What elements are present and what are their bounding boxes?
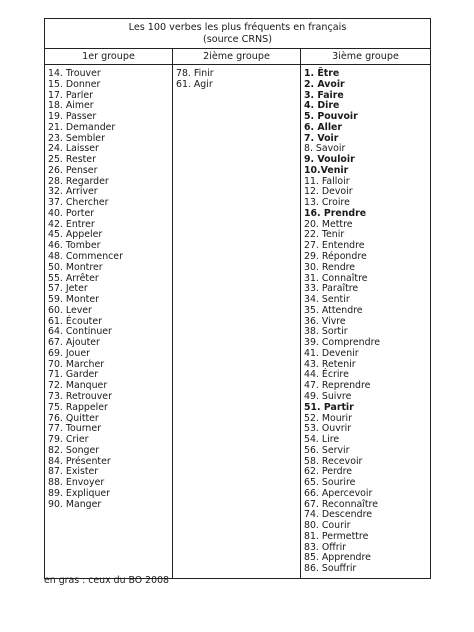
verb-item: 36. Vivre bbox=[304, 315, 346, 327]
verb-item: 26. Penser bbox=[48, 164, 98, 176]
verb-item: 72. Manquer bbox=[48, 380, 108, 392]
third-group-cell bbox=[301, 65, 431, 579]
verb-item: 82. Songer bbox=[48, 444, 100, 456]
verb-item: 17. Parler bbox=[48, 89, 93, 101]
verb-item: 41. Devenir bbox=[304, 347, 359, 359]
verb-item: 20. Mettre bbox=[304, 218, 353, 230]
verb-item: 83. Offrir bbox=[304, 541, 347, 553]
verb-item: 2. Avoir bbox=[304, 78, 345, 90]
verb-item: 67. Reconnaître bbox=[304, 498, 378, 510]
verb-item: 90. Manger bbox=[48, 498, 102, 510]
first-group-list bbox=[48, 69, 172, 510]
header-second-group: 2ième groupe bbox=[173, 49, 301, 65]
column-header-row bbox=[45, 49, 431, 65]
table-title-row bbox=[45, 19, 431, 49]
verb-item: 32. Arriver bbox=[48, 186, 98, 198]
verb-item: 80. Courir bbox=[304, 520, 351, 532]
verb-item: 22. Tenir bbox=[304, 229, 345, 241]
verb-item: 70. Marcher bbox=[48, 358, 105, 370]
verb-item: 84. Présenter bbox=[48, 455, 111, 467]
verb-item: 74. Descendre bbox=[304, 509, 372, 521]
verb-item: 58. Recevoir bbox=[304, 455, 363, 467]
verb-item: 7. Voir bbox=[304, 132, 339, 144]
verbs-document bbox=[44, 18, 430, 579]
verb-item: 61. Écouter bbox=[48, 315, 102, 327]
table-title-line-1: Les 100 verbes les plus fréquents en français bbox=[128, 22, 347, 33]
verbs-table bbox=[44, 18, 431, 579]
verb-item: 79. Crier bbox=[48, 434, 89, 446]
verb-item: 64. Continuer bbox=[48, 326, 112, 338]
verb-item: 5. Pouvoir bbox=[304, 111, 358, 123]
second-group-list bbox=[176, 69, 300, 91]
verb-item: 37. Chercher bbox=[48, 197, 109, 209]
verb-item: 4. Dire bbox=[304, 100, 340, 112]
verb-item: 21. Demander bbox=[48, 121, 116, 133]
verb-item: 59. Monter bbox=[48, 294, 99, 306]
verb-item: 10.Venir bbox=[304, 164, 349, 176]
verb-item: 49. Suivre bbox=[304, 390, 352, 402]
verb-item: 45. Appeler bbox=[48, 229, 103, 241]
verb-item: 35. Attendre bbox=[304, 304, 363, 316]
verb-item: 34. Sentir bbox=[304, 294, 350, 306]
verb-item: 65. Sourire bbox=[304, 477, 356, 489]
verb-item: 52. Mourir bbox=[304, 412, 352, 424]
verb-item: 78. Finir bbox=[176, 68, 214, 79]
verb-item: 9. Vouloir bbox=[304, 154, 355, 166]
verb-item: 42. Entrer bbox=[48, 218, 95, 230]
verb-item: 48. Commencer bbox=[48, 251, 123, 263]
verb-item: 25. Rester bbox=[48, 154, 96, 166]
verb-item: 73. Retrouver bbox=[48, 390, 112, 402]
verb-item: 27. Entendre bbox=[304, 240, 365, 252]
verb-item: 24. Laisser bbox=[48, 143, 99, 155]
verb-item: 87. Exister bbox=[48, 466, 99, 478]
verb-item: 71. Garder bbox=[48, 369, 99, 381]
verb-item: 19. Passer bbox=[48, 111, 97, 123]
verb-item: 77. Tourner bbox=[48, 423, 101, 435]
verb-item: 47. Reprendre bbox=[304, 380, 371, 392]
verb-item: 66. Apercevoir bbox=[304, 487, 373, 499]
footnote: en gras : ceux du BO 2008 bbox=[44, 575, 169, 586]
verb-item: 12. Devoir bbox=[304, 186, 353, 198]
verb-item: 31. Connaître bbox=[304, 272, 368, 284]
verb-item: 55. Arrêter bbox=[48, 272, 99, 284]
verb-item: 50. Montrer bbox=[48, 261, 103, 273]
verb-item: 76. Quitter bbox=[48, 412, 99, 424]
verb-item: 33. Paraître bbox=[304, 283, 359, 295]
verb-item: 46. Tomber bbox=[48, 240, 101, 252]
verb-item: 40. Porter bbox=[48, 207, 95, 219]
verb-item: 6. Aller bbox=[304, 121, 343, 133]
verb-item: 15. Donner bbox=[48, 78, 101, 90]
verb-item: 38. Sortir bbox=[304, 326, 348, 338]
verb-item: 88. Envoyer bbox=[48, 477, 105, 489]
verb-item: 23. Sembler bbox=[48, 132, 105, 144]
verb-item: 43. Retenir bbox=[304, 358, 356, 370]
verb-item: 57. Jeter bbox=[48, 283, 88, 295]
verb-lists-row bbox=[45, 65, 431, 579]
verb-item: 13. Croire bbox=[304, 197, 350, 209]
verb-item: 53. Ouvrir bbox=[304, 423, 352, 435]
first-group-cell bbox=[45, 65, 173, 579]
verb-item: 11. Falloir bbox=[304, 175, 350, 187]
verb-item: 3. Faire bbox=[304, 89, 344, 101]
verb-item: 39. Comprendre bbox=[304, 337, 380, 349]
verb-item: 60. Lever bbox=[48, 304, 92, 316]
verb-item: 16. Prendre bbox=[304, 207, 367, 219]
verb-item: 75. Rappeler bbox=[48, 401, 108, 413]
verb-item: 62. Perdre bbox=[304, 466, 353, 478]
second-group-cell bbox=[173, 65, 301, 579]
verb-item: 67. Ajouter bbox=[48, 337, 100, 349]
verb-item: 85. Apprendre bbox=[304, 552, 371, 564]
verb-item: 14. Trouver bbox=[48, 68, 101, 79]
verb-item: 69. Jouer bbox=[48, 347, 90, 359]
verb-item: 30. Rendre bbox=[304, 261, 356, 273]
verb-item: 61. Agir bbox=[176, 78, 213, 90]
verb-item: 1. Être bbox=[304, 68, 340, 79]
header-first-group: 1er groupe bbox=[45, 49, 173, 65]
verb-item: 56. Servir bbox=[304, 444, 350, 456]
verb-item: 8. Savoir bbox=[304, 143, 346, 155]
verb-item: 28. Regarder bbox=[48, 175, 109, 187]
verb-item: 81. Permettre bbox=[304, 530, 369, 542]
verb-item: 18. Aimer bbox=[48, 100, 94, 112]
verb-item: 89. Expliquer bbox=[48, 487, 111, 499]
verb-item: 86. Souffrir bbox=[304, 563, 357, 575]
verb-item: 51. Partir bbox=[304, 401, 354, 413]
table-title bbox=[45, 19, 431, 49]
verb-item: 44. Écrire bbox=[304, 369, 349, 381]
verb-item: 54. Lire bbox=[304, 434, 340, 446]
third-group-list bbox=[304, 69, 430, 575]
table-title-line-2: (source CRNS) bbox=[202, 33, 273, 45]
header-third-group: 3ième groupe bbox=[301, 49, 431, 65]
verb-item: 29. Répondre bbox=[304, 251, 367, 263]
